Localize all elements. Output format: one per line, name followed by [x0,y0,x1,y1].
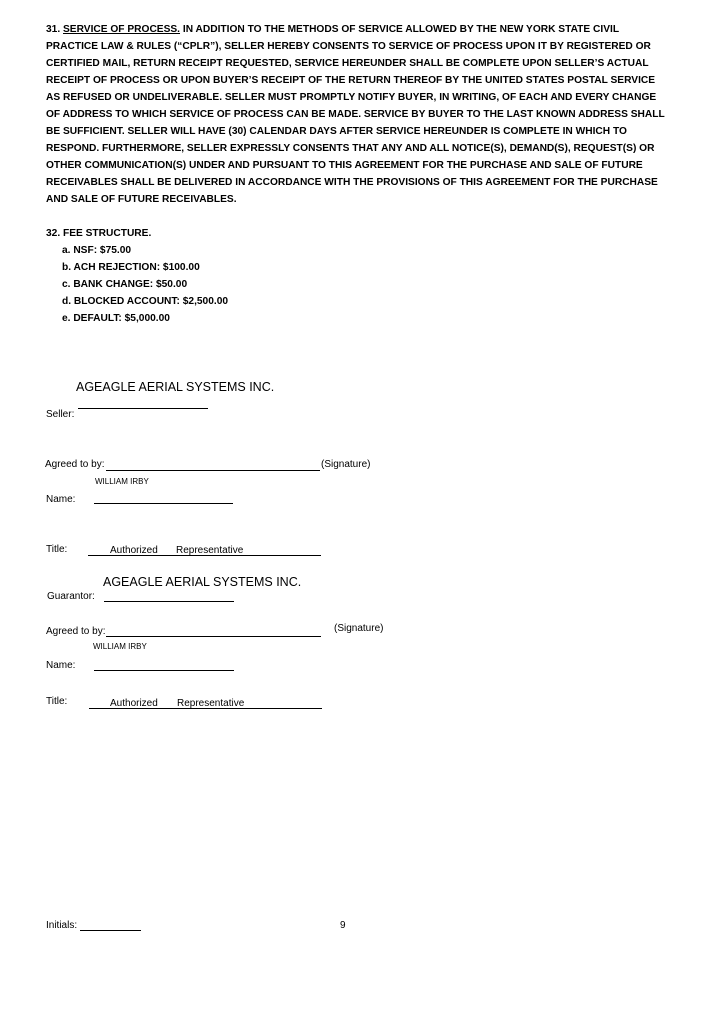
guarantor-label: Guarantor: [47,591,95,602]
seller-title-word-2: Representative [176,545,244,556]
guarantor-company-line[interactable] [104,601,234,602]
seller-signer-name: WILLIAM IRBY [95,477,149,486]
fee-item-blocked-account: d. BLOCKED ACCOUNT: $2,500.00 [62,296,229,307]
guarantor-signature-label: (Signature) [334,623,384,634]
fee-structure-title: 32. FEE STRUCTURE. [46,228,152,239]
fee-item-nsf: a. NSF: $75.00 [62,245,132,256]
initials-line[interactable] [80,930,141,931]
seller-label: Seller: [46,409,75,420]
fee-item-ach-rejection: b. ACH REJECTION: $100.00 [62,262,200,273]
section-31-number: 31. [46,24,61,35]
fee-list [46,242,228,327]
guarantor-title-word-1: Authorized [110,698,158,709]
guarantor-name-label: Name: [46,660,76,671]
guarantor-signer-name: WILLIAM IRBY [93,642,147,651]
seller-name-line[interactable] [94,503,233,504]
guarantor-name-line[interactable] [94,670,234,671]
seller-company-name: AGEAGLE AERIAL SYSTEMS INC. [76,380,275,394]
seller-title-word-1: Authorized [110,545,158,556]
guarantor-agreed-label: Agreed to by: [46,626,106,637]
section-31-body: IN ADDITION TO THE METHODS OF SERVICE ALLOWED BY THE NEW YORK STATE CIVIL PRACTICE LAW & RULES (“CPLR”), SELLER HEREBY CONSENTS TO SERVICE OF PROCESS UPON IT BY REGISTERED OR CERTIFIED MAIL, RETURN RECEIPT REQUESTED, SERVICE HEREUNDER SHALL BE COMPLETE UPON SELLER’S ACTUAL RECEIPT OF PROCESS OR UPON BUYER’S RECEIPT OF THE RETURN THEREOF BY THE UNITED STATES POSTAL SERVICE AS REFUSED OR UNDELIVERABLE. SELLER MUST PROMPTLY NOTIFY BUYER, IN WRITING, OF EACH AND EVERY CHANGE OF ADDRESS TO WHICH SERVICE OF PROCESS CAN BE MADE. SERVICE BY BUYER TO THE LAST KNOWN ADDRESS SHALL BE SUFFICIENT. SELLER WILL HAVE (30) CALENDAR DAYS AFTER SERVICE HEREUNDER IS COMPLETE IN WHICH TO RESPOND. FURTHERMORE, SELLER EXPRESSLY CONSENTS THAT ANY AND ALL NOTICE(S), DEMAND(S), REQUEST(S) OR OTHER COMMUNICATION(S) UNDER AND PURSUANT TO THIS AGREEMENT FOR THE PURCHASE AND SALE OF FUTURE RECEIVABLES SHALL BE DELIVERED IN ACCORDANCE WITH THE PROVISIONS OF THIS AGREEMENT FOR THE PURCHASE AND SALE OF FUTURE RECEIVABLES. [46,24,665,205]
fee-item-bank-change: c. BANK CHANGE: $50.00 [62,279,188,290]
initials-label: Initials: [46,920,78,931]
section-31 [46,21,666,208]
seller-company-line[interactable] [78,408,208,409]
fee-item-default: e. DEFAULT: $5,000.00 [62,313,170,324]
guarantor-signature-line[interactable] [106,636,321,637]
seller-signature-line[interactable] [106,470,320,471]
section-32 [46,225,228,327]
section-31-paragraph [46,21,666,208]
seller-title-label: Title: [46,544,68,555]
guarantor-title-label: Title: [46,696,68,707]
seller-agreed-label: Agreed to by: [45,459,105,470]
seller-signature-label: (Signature) [321,459,371,470]
section-31-heading: SERVICE OF PROCESS. [63,24,181,35]
guarantor-title-word-2: Representative [177,698,245,709]
guarantor-company-name: AGEAGLE AERIAL SYSTEMS INC. [103,575,302,589]
seller-name-label: Name: [46,494,76,505]
page-number: 9 [340,920,346,931]
